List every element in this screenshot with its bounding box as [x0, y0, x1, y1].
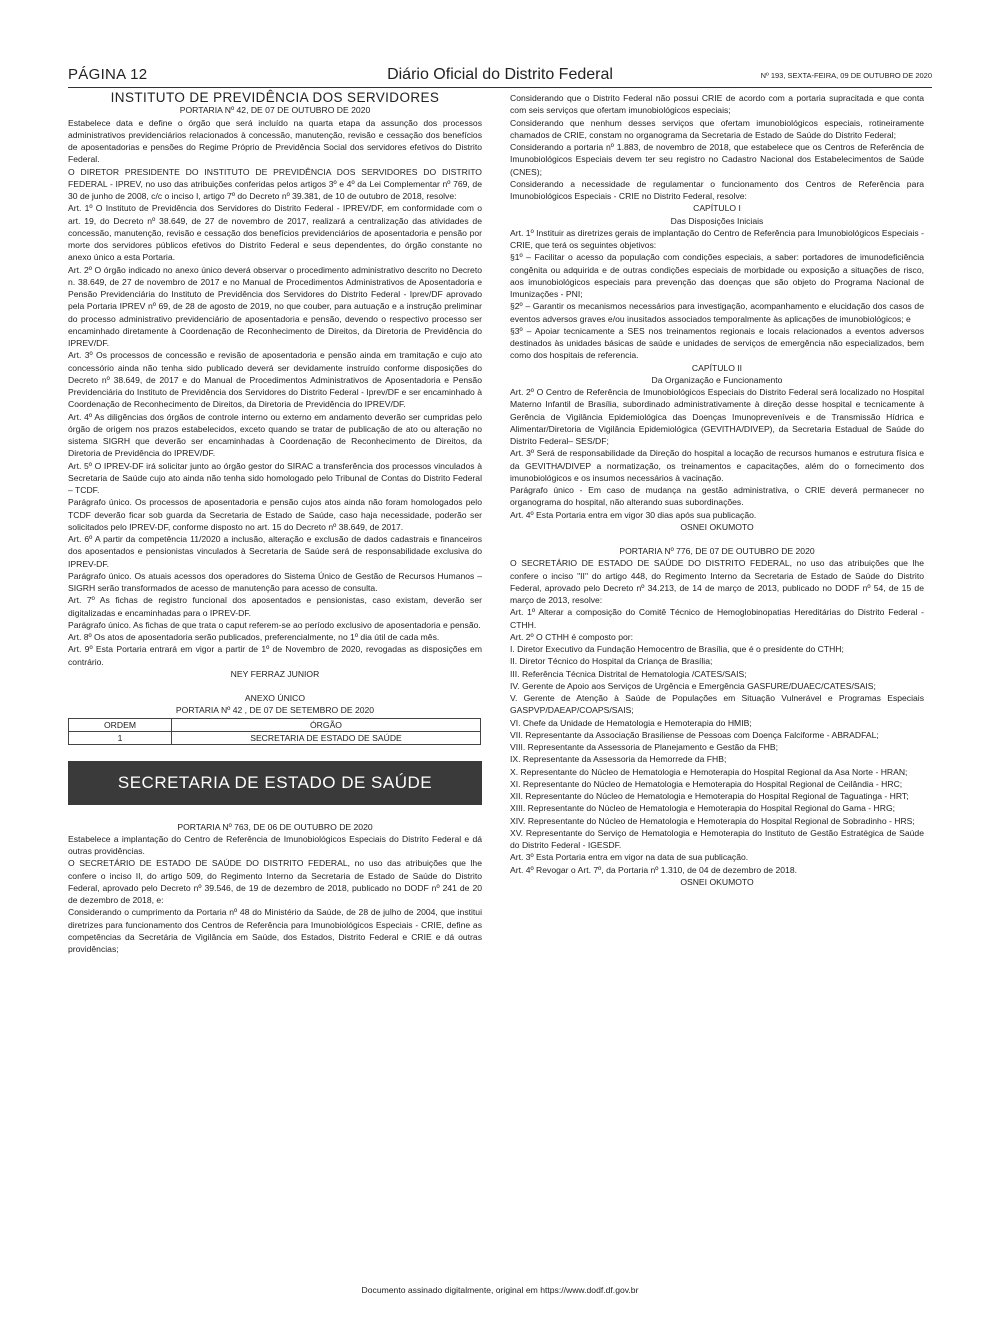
issue-info: Nº 193, SEXTA-FEIRA, 09 DE OUTUBRO DE 2020: [760, 71, 932, 80]
paragraph: §3º – Apoiar tecnicamente a SES nos treinamentos regionais e locais relacionados a eventos adversos destinados às unidades básicas de saúde e unidades de serviços de emergência não especializados, bem como dos hospitais de referencia.: [510, 325, 924, 361]
paragraph: II. Diretor Técnico do Hospital da Criança de Brasília;: [510, 656, 713, 667]
table-header-row: [69, 718, 481, 731]
paragraph: Estabelece data e define o órgão que será incluído na quarta etapa da assunção dos processos administrativos previdenciários relacionados à concessão, manutenção, revisão e cessação dos benefícios de aposentadorias e pensões do Regime Próprio de Previdência Social dos servidores efetivos do Distrito Federal.: [68, 117, 482, 165]
header-rule: [68, 87, 932, 88]
paragraph: Art. 2º O órgão indicado no anexo único deverá observar o procedimento administrativo descrito no Decreto n. 38.649, de 27 de novembro de 2017 e no Manual de Procedimentos Administrativos de Aposentadoria e Pensão Previdenciária do Instituto de Previdência dos Servidores do Distrito Federal - Iprev/DF aprovado pela Portaria IPREV nº 69, de 28 de agosto de 2019, no que couber, para autuação e a instrução preliminar do processo administrativo previdenciário de aposentadoria e pensão, devendo o respectivo processo ser encaminhado diretamente à Coordenação de Reconhecimento de Direitos, da Diretoria de Previdência do IPREV/DF.: [68, 264, 482, 348]
chapter-2: CAPÍTULO II: [691, 362, 743, 373]
paragraph: §1º – Facilitar o acesso da população com condições especiais, a saber: portadores de imunodeficiência congênita ou adquirida e de outras condições especiais de morbidade ou exposição a situações de risco, aos imunobiológicos especiais para prevenção das doenças que são objeto do Programa Nacional de Imunizações - PNI;: [510, 252, 924, 299]
signer-osnei-1: OSNEI OKUMOTO: [680, 521, 754, 532]
paragraph: Art. 9º Esta Portaria entrará em vigor a partir de 1º de Novembro de 2020, revogadas as disposições em contrário.: [68, 644, 482, 667]
paragraph: Estabelece a implantação do Centro de Referência de Imunobiológicos Especiais do Distrito Federal e dá outras providências.: [68, 833, 482, 856]
paragraph: Art. 7º As fichas de registro funcional dos aposentados e pensionistas, caso existam, deverão ser digitalizadas e encaminhadas para o IPREV-DF.: [68, 595, 482, 618]
paragraph: Considerando a portaria nº 1.883, de novembro de 2018, que estabelece que os Centros de Referência de Imunobiológicos Especiais devem ter seu registro no Cadastro Nacional dos Estabelecimentos de Saúde (CNES);: [510, 142, 924, 177]
signer-ney: NEY FERRAZ JUNIOR: [230, 668, 320, 679]
paragraph: XV. Representante do Serviço de Hematologia e Hemoterapia do Instituto de Gestão Estratégica de Saúde do Distrito Federal - IGESDF.: [510, 827, 924, 850]
gazette-title: Diário Oficial do Distrito Federal: [387, 66, 613, 83]
paragraph: Art. 4º Esta Portaria entra em vigor 30 dias após sua publicação.: [510, 509, 757, 520]
paragraph: Considerando que o Distrito Federal não possui CRIE de acordo com a portaria supracitada e que conta com seis serviços que ofertam imunobiológicos especiais;: [510, 93, 924, 116]
paragraph: VII. Representante da Associação Brasiliense de Pessoas com Doença Falciforme - ABRADFAL;: [510, 729, 879, 740]
section-band-saude: SECRETARIA DE ESTADO DE SAÚDE: [68, 761, 482, 805]
annex-table: [68, 718, 481, 745]
signer-osnei-2: OSNEI OKUMOTO: [680, 876, 754, 887]
paragraph: §2º – Garantir os mecanismos necessários para investigação, acompanhamento e elucidação dos casos de eventos adversos graves e/ou inusitados associados temporalmente às aplicações de imunobiológicos; e: [510, 301, 924, 324]
paragraph: Art. 2º O CTHH é composto por:: [510, 631, 634, 642]
paragraph: Art. 1º Alterar a composição do Comitê Técnico de Hemoglobinopatias Hereditárias do Distrito Federal - CTHH.: [510, 607, 924, 630]
col-ordem: ORDEM: [69, 718, 172, 731]
paragraph: XIII. Representante do Núcleo de Hematologia e Hemoterapia do Hospital Regional do Gama - HRG;: [510, 803, 896, 814]
considerandos: [510, 92, 924, 202]
col-orgao: ÓRGÃO: [172, 718, 481, 731]
cell-ordem: 1: [69, 731, 172, 744]
chapter-2-body: [510, 386, 924, 521]
paragraph: IV. Gerente de Apoio aos Serviços de Urgência e Emergência GASFURE/DUAEC/CATES/SAIS;: [510, 680, 876, 691]
paragraph: III. Referência Técnica Distrital de Hematologia /CATES/SAIS;: [510, 668, 747, 679]
annex-title: ANEXO ÚNICO: [244, 693, 306, 703]
paragraph: IX. Representante da Assessoria da Hemorrede da FHB;: [510, 754, 727, 765]
paragraph: XI. Representante do Núcleo de Hematologia e Hemoterapia do Hospital Regional de Ceilândia - HRC;: [510, 778, 903, 789]
paragraph: Art. 3º Esta Portaria entra em vigor na data de sua publicação.: [510, 852, 749, 863]
paragraph: O DIRETOR PRESIDENTE DO INSTITUTO DE PREVIDÊNCIA DOS SERVIDORES DO DISTRITO FEDERAL - IPREV, no uso das atribuições conferidas pelos artigos 3º e 4º da Lei Complementar nº 769, de 30 de junho de 2008, c/c o inciso I, artigo 7º do Decreto nº 39.381, de 10 de outubro de 2018, resolve:: [68, 166, 482, 201]
paragraph: XIV. Representante do Núcleo de Hematologia e Hemoterapia do Hospital Regional de Sobradinho - HRS;: [510, 815, 915, 826]
table-row: [69, 731, 481, 744]
paragraph: Art. 1º Instituir as diretrizes gerais de implantação do Centro de Referência para Imunobiológicos Especiais - CRIE, que terá os seguintes objetivos:: [510, 227, 924, 250]
paragraph: Considerando o cumprimento da Portaria nº 48 do Ministério da Saúde, de 28 de julho de 2004, que institui diretrizes para funcionamento dos Centros de Referência para Imunobiológicos Especiais - CRIE, define as competências da Secretária de Vigilância em Saúde, dos Estados, Distrito Federal e CRIE e dá outras providências;: [68, 907, 482, 954]
portaria-763-body: [68, 833, 482, 956]
paragraph: V. Gerente de Atenção à Saúde de Populações em Situação Vulnerável e Programas Especiais GASPVP/DAEAP/COAPS/SAIS;: [510, 693, 924, 716]
paragraph: XII. Representante do Núcleo de Hematologia e Hemoterapia do Hospital Regional de Taguatinga - HRT;: [510, 791, 909, 801]
section-title-iprev: INSTITUTO DE PREVIDÊNCIA DOS SERVIDORES: [110, 90, 440, 105]
portaria-763-title: PORTARIA Nº 763, DE 06 DE OUTUBRO DE 2020: [177, 821, 373, 832]
paragraph: Art. 4º As diligências dos órgãos de controle interno ou externo em andamento deverão ser cumpridas pelo órgão de origem nos prazos estabelecidos, exceto quando se tratar de publicação de ato ou alteração no sistema SIGRH que deverão ser encaminhadas à Coordenação de Reconhecimento de Direitos, da Diretoria de Previdência do IPREV/DF.: [68, 411, 482, 459]
chapter-1: CAPÍTULO I: [693, 203, 741, 214]
paragraph: Art. 1º O Instituto de Previdência dos Servidores do Distrito Federal - IPREV/DF, em conformidade com o art. 19, do Decreto nº 38.649, de 27 de novembro de 2017, realizará a centralização das atividades de concessão, manutenção, revisão e cessação dos benefícios previdenciários de aposentadoria e pensão por morte dos servidores públicos efetivos do Distrito Federal e seus dependentes, do órgão constante no anexo único a esta Portaria.: [68, 203, 482, 263]
annex-subtitle: PORTARIA Nº 42 , DE 07 DE SETEMBRO DE 2020: [175, 705, 375, 716]
left-column: [68, 92, 482, 955]
paragraph: Art. 3º Os processos de concessão e revisão de aposentadoria e pensão ainda em tramitação e cujo ato concessório ainda não tenha sido publicado deverá ser devidamente instruído conforme disposições do Decreto nº 38.649, de 2017 e do Manual de Procedimentos Administrativos de Aposentadoria e Pensão Previdenciária do Instituto de Previdência dos Servidores do Distrito Federal - Iprev/DF e ser encaminhado à Coordenação de Reconhecimento de Direitos, da Diretoria de Previdência do IPREV/DF.: [68, 350, 482, 410]
paragraph: Art. 5º O IPREV-DF irá solicitar junto ao órgão gestor do SIRAC a transferência dos processos vinculados à Secretaria de Saúde cujo ato ainda não tenha sido homologado pelo Tribunal de Contas do Distrito Federal – TCDF.: [68, 460, 482, 495]
paragraph: Art. 3º Será de responsabilidade da Direção do hospital a locação de recursos humanos e estrutura física e da GEVITHA/DIVEP a normatização, os treinamentos e capacitações, além do o fornecimento dos imunobiológicos e os insumos necessários à vacinação.: [510, 448, 924, 483]
paragraph: VI. Chefe da Unidade de Hematologia e Hemoterapia do HMIB;: [510, 717, 752, 728]
paragraph: O SECRETÁRIO DE ESTADO DE SAÚDE DO DISTRITO FEDERAL, no uso das atribuições que lhe confere o inciso II, do artigo 509, do Regimento Interno da Secretaria de Estado de Saúde do Distrito Federal, aprovado pelo Decreto nº 39.546, de 19 de dezembro de 2018, publicado no DODF nº 241 de 20 de dezembro de 2018, e:: [68, 858, 482, 905]
footer-note: Documento assinado digitalmente, original em https://www.dodf.df.gov.br: [361, 1285, 639, 1295]
portaria-776-title: PORTARIA Nº 776, DE 07 DE OUTUBRO DE 2020: [619, 546, 815, 556]
page-header: [68, 66, 932, 88]
paragraph: Art. 6º A partir da competência 11/2020 a inclusão, alteração e exclusão de dados cadastrais e financeiros dos aposentados e pensionistas vinculados à Secretaria de Saúde será de responsabilidade exclusiva do IPREV-DF.: [68, 534, 482, 569]
right-column: [510, 92, 924, 888]
cell-orgao: SECRETARIA DE ESTADO DE SAÚDE: [172, 731, 481, 744]
paragraph: VIII. Representante da Assessoria de Planejamento e Gestão da FHB;: [510, 742, 778, 752]
page-number: PÁGINA 12: [68, 66, 148, 83]
paragraph: X. Representante do Núcleo de Hematologia e Hemoterapia do Hospital Regional da Asa Norte - HRAN;: [510, 766, 908, 777]
paragraph: Art. 4º Revogar o Art. 7º, da Portaria nº 1.310, de 04 de dezembro de 2018.: [510, 864, 797, 875]
chapter-2-title: Da Organização e Funcionamento: [651, 374, 783, 385]
paragraph: Parágrafo único. Os processos de aposentadoria e pensão cujos atos ainda não foram homologados pelo TCDF deverão ficar sob guarda da Secretaria de Estado de Saúde, caso haja necessidade, poderão ser solicitados pelo IPREV-DF, conforme disposto no art. 15 do Decreto nº 38.649, de 2017.: [68, 497, 482, 532]
paragraph: Parágrafo único. Os atuais acessos dos operadores do Sistema Único de Gestão de Recursos Humanos – SIGRH serão transformados de acesso de manutenção para acesso de consulta.: [68, 570, 482, 593]
paragraph: O SECRETÁRIO DE ESTADO DE SAÚDE DO DISTRITO FEDERAL, no uso das atribuições que lhe confere o inciso "II" do artigo 448, do Regimento Interno da Secretaria de Estado de Saúde do Distrito Federal, aprovado pelo Decreto nº 34.213, de 14 de março de 2013, publicado no DODF nº 54, de 15 de março de 2013, resolve:: [510, 558, 924, 605]
paragraph: Considerando que nenhum desses serviços que ofertam imunobiológicos especiais, rotineiramente chamados de CRIE, constam no organograma da Secretaria de Estado de Saúde do Distrito Federal;: [510, 117, 924, 140]
paragraph: I. Diretor Executivo da Fundação Hemocentro de Brasília, que é o presidente do CTHH;: [510, 644, 844, 654]
chapter-1-title: Das Disposições Iniciais: [670, 215, 764, 226]
paragraph: Art. 8º Os atos de aposentadoria serão publicados, preferencialmente, no 1º dia útil de cada mês.: [68, 632, 440, 642]
paragraph: Considerando a necessidade de regulamentar o funcionamento dos Centros de Referência para Imunobiológicos Especiais - CRIE no Distrito Federal, resolve:: [510, 178, 924, 201]
paragraph: Art. 2º O Centro de Referência de Imunobiológicos Especiais do Distrito Federal será localizado no Hospital Materno Infantil de Brasília, subordinado administrativamente à direção desse hospital e tecnicamente à Gerência de Vigilância Epidemiológica das Doenças Imunopreveníveis e de Transmissão Hídrica e Alimentar/Diretoria de Vigilância Epidemiológica (GEVITHA/DIVEP), da Secretaria Estadual de Saúde do Distrito Federal– SES/DF;: [510, 387, 924, 446]
paragraph: Parágrafo único - Em caso de mudança na gestão administrativa, o CRIE deverá permanecer no organograma do hospital, não alterando suas subordinações.: [510, 485, 924, 508]
portaria-42-body: [68, 117, 482, 668]
paragraph: Parágrafo único. As fichas de que trata o caput referem-se ao período exclusivo de aposentadoria e pensão.: [68, 619, 481, 630]
chapter-1-body: [510, 227, 924, 362]
portaria-776-body: [510, 557, 924, 876]
portaria-42-title: PORTARIA Nº 42, DE 07 DE OUTUBRO DE 2020: [179, 105, 371, 116]
